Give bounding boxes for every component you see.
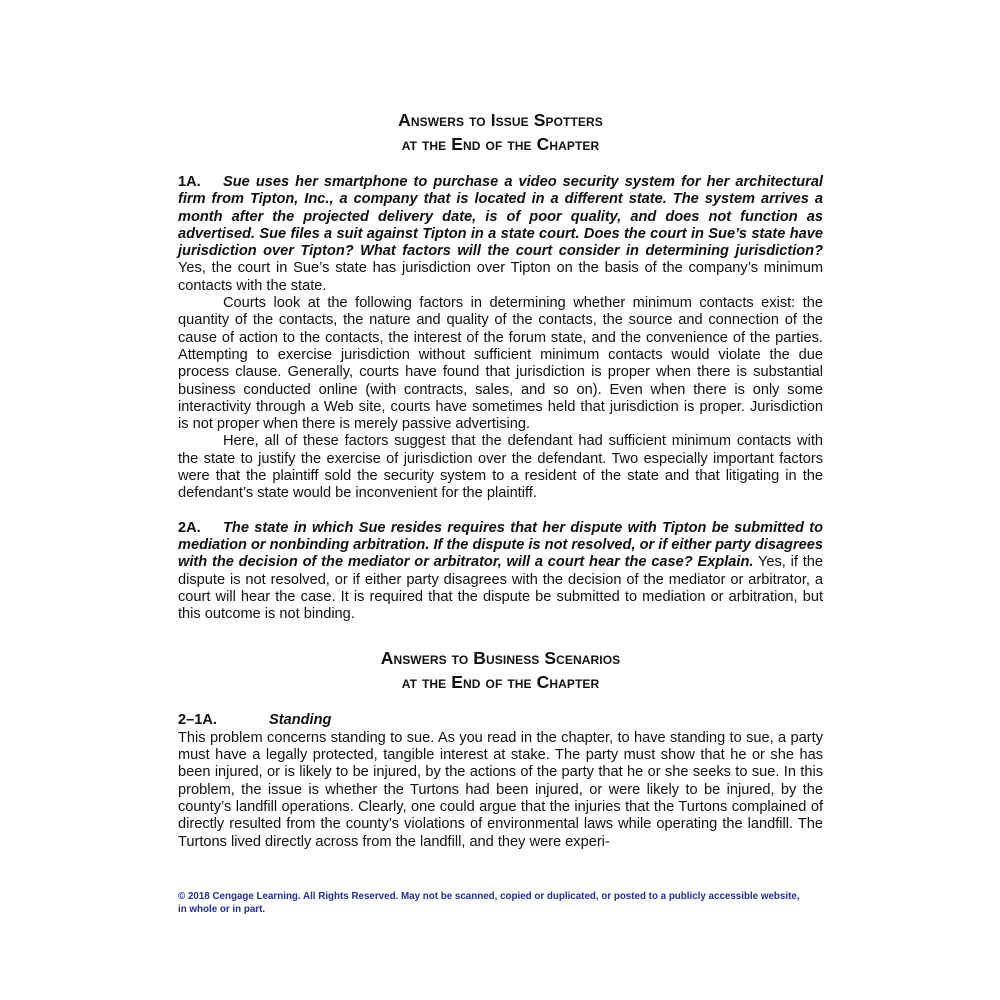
business-scenarios-heading-line1: Answers to Business Scenarios xyxy=(380,648,621,669)
question-1a-text: Sue uses her smartphone to purchase a video security system for her architectural firm from Tipton, Inc., a company that is located in a different state. The system arrives a month after the projected delivery date, is of poor quality, and does not function as advertised. Sue files a suit against Tipton in a state court. Does the court in Sue’s state have jurisdiction over Tipton? What factors will the court consider in determining jurisdiction? xyxy=(178,174,823,260)
document-page xyxy=(178,108,823,851)
question-2a-answer: Yes, if the dispute is not resolved, or if either party disagrees with the decision of the mediator or arbitrator, a court will hear the case. It is required that the dispute be submitted to mediation or arbitration, but this outcome is not binding. xyxy=(178,554,823,623)
issue-spotters-heading-line1: Answers to Issue Spotters xyxy=(398,110,603,130)
business-scenarios-heading xyxy=(178,646,823,694)
question-2a-text: The state in which Sue resides requires that her dispute with Tipton be submitted to mediation or nonbinding arbitration. If the dispute is not resolved, or if either party disagrees with the decision of the mediator or arbitrator, will a court hear the case? Explain. xyxy=(178,519,823,571)
question-2a xyxy=(178,520,823,624)
scenario-2-1a-header xyxy=(178,712,823,729)
question-1a-number: 1A. xyxy=(178,174,201,190)
question-2a-number: 2A. xyxy=(178,519,201,536)
question-1a-answer: Yes, the court in Sue’s state has jurisdiction over Tipton on the basis of the company’s minimum contacts with the state. xyxy=(178,260,823,294)
copyright-footer-line1: © 2018 Cengage Learning. All Rights Reserved. May not be scanned, copied or duplicated, or posted to a publicly accessible website, xyxy=(178,891,800,902)
scenario-2-1a-body: This problem concerns standing to sue. As you read in the chapter, to have standing to sue, a party must have a legally protected, tangible interest at stake. The party must show that he or she has been injured, or is likely to be injured, by the actions of the party that he or she seeks to sue. In this problem, the issue is whether the Turtons had been injured, or were likely to be injured, by the county’s landfill operations. Clearly, one could argue that the injuries that the Turtons complained of directly resulted from the county’s violations of environmental laws while operating the landfill. The Turtons lived directly across from the landfill, and they were experi- xyxy=(178,729,823,850)
question-1a-paragraph-3: Here, all of these factors suggest that the defendant had sufficient minimum contacts with the state to justify the exercise of jurisdiction over the defendant. Two especially important factors were that the plaintiff sold the security system to a resident of the state and that litigating in the defendant’s state would be inconvenient for the plaintiff. xyxy=(178,433,823,502)
copyright-footer-line2: in whole or in part. xyxy=(178,903,266,915)
spacer xyxy=(178,623,823,646)
issue-spotters-heading-line2: at the End of the Chapter xyxy=(401,134,600,154)
question-1a xyxy=(178,174,823,295)
copyright-footer xyxy=(178,891,826,916)
question-1a-paragraph-2: Courts look at the following factors in determining whether minimum contacts exist: the quantity of the contacts, the nature and quality of the contacts, the source and connection of the cause of action to the contacts, the interest of the forum state, and the convenience of the parties. Attempting to exercise jurisdiction without sufficient minimum contacts would violate the due process clause. Generally, courts have found that jurisdiction is proper when there is substantial business conducted online (with contracts, sales, and so on). Even when there is only some interactivity through a Web site, courts have sometimes held that jurisdiction is proper. Jurisdiction is not proper when there is merely passive advertising. xyxy=(178,295,823,433)
scenario-2-1a-title: Standing xyxy=(269,712,332,729)
business-scenarios-heading-line2: at the End of the Chapter xyxy=(401,672,600,693)
issue-spotters-heading xyxy=(178,108,823,156)
spacer xyxy=(178,503,823,520)
scenario-2-1a-number: 2–1A. xyxy=(178,712,217,729)
